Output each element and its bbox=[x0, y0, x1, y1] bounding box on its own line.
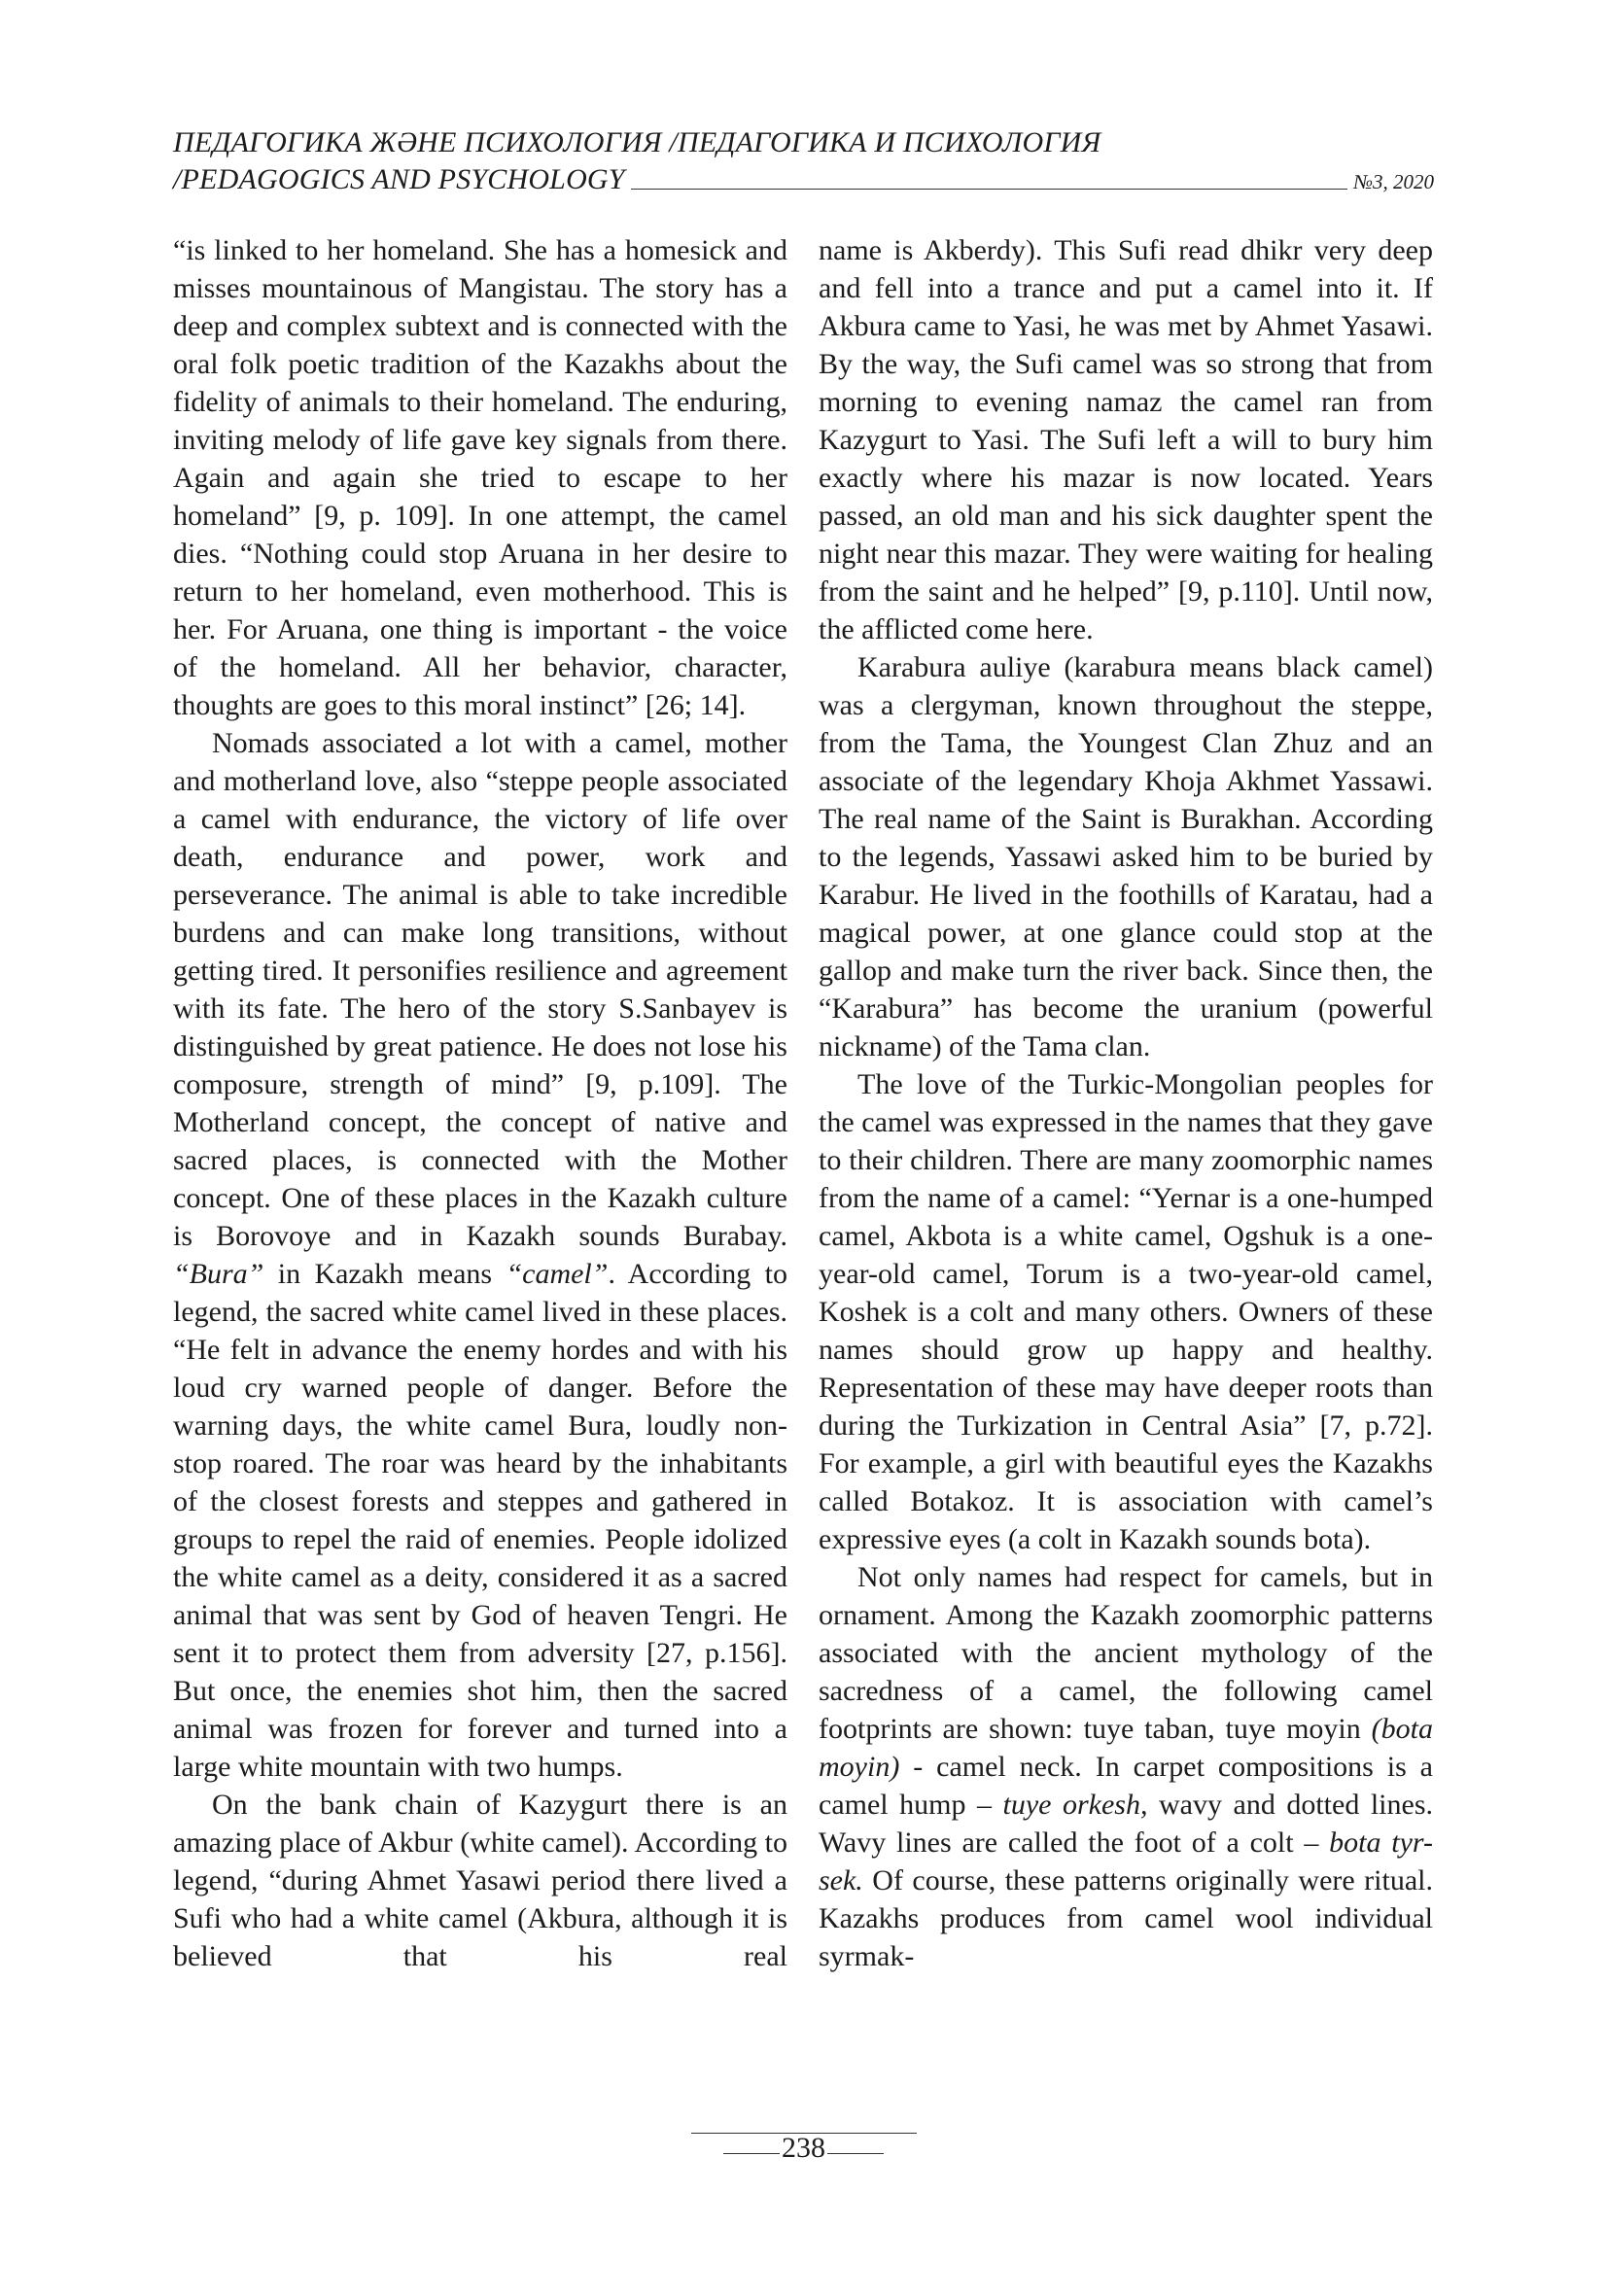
paragraph: Not only names had respect for camels, but in ornament. Among the Kazakh zoomorphic patterns associated with the ancient mythology of the sacredness of a camel, the following camel footprints are shown: tuye taban, tuye moyin (bota moyin) - camel neck. In carpet compositions is a camel hump – tuye orkesh, wavy and dotted lines. Wavy lines are called the foot of a colt – bota tyr-sek. Of course, these patterns originally were ritual. Kazakhs produces from camel wool individual syrmak- bbox=[819, 1561, 1433, 1972]
page-number: 238 bbox=[782, 2132, 825, 2164]
running-head bbox=[173, 124, 1434, 198]
paragraph: The love of the Turkic-Mongolian peoples for the camel was expressed in the names that they gave to their children. There are many zoomorphic names from the name of a camel: “Yernar is a one-humped camel, Akbota is a white camel, Ogshuk is a one-year-old camel, Torum is a two-year-old camel, Koshek is a colt and many others. Owners of these names should grow up happy and healthy. Representation of these may have deeper roots than during the Turkization in Central Asia” [7, p.72]. For example, a girl with beautiful eyes the Kazakhs called Botakoz. It is association with camel’s expressive eyes (a colt in Kazakh sounds bota). bbox=[819, 1068, 1433, 1555]
journal-section-title: ПЕДАГОГИКА ЖӘНЕ ПСИХОЛОГИЯ /ПЕДАГОГИКА И ПСИХОЛОГИЯ bbox=[173, 126, 1101, 158]
journal-section-title-row bbox=[173, 161, 1434, 198]
left-column bbox=[173, 231, 787, 1975]
folio-rule bbox=[723, 2153, 780, 2154]
issue-number: №3, 2020 bbox=[1353, 170, 1434, 193]
paragraph: name is Akberdy). This Sufi read dhikr very deep and fell into a trance and put a camel into it. If Akbura came to Yasi, he was met by Ahmet Yasawi. By the way, the Sufi camel was so strong that from morning to evening namaz the camel ran from Kazygurt to Yasi. The Sufi left a will to bury him exactly where his mazar is now located. Years passed, an old man and his sick daughter spent the night near this mazar. They were waiting for healing from the saint and he helped” [9, p.110]. Until now, the afflicted come here. bbox=[819, 234, 1433, 645]
folio-rule bbox=[827, 2153, 884, 2154]
article-body bbox=[173, 231, 1434, 1975]
paragraph: On the bank chain of Kazygurt there is an amazing place of Akbur (white camel). According to legend, “during Ahmet Yasawi period there lived a Sufi who had a white camel (Akbura, although it is believed that his real bbox=[173, 1789, 787, 1972]
paragraph: Nomads associated a lot with a camel, mother and motherland love, also “steppe people associated a camel with endurance, the victory of life over death, endurance and power, work and perseverance. The animal is able to take incredible burdens and can make long transitions, without getting tired. It personifies resilience and agreement with its fate. The hero of the story S.Sanbayev is distinguished by great patience. He does not lose his composure, strength of mind” [9, p.109]. The Motherland concept, the concept of native and sacred places, is connected with the Mother concept. One of these places in the Kazakh culture is Borovoye and in Kazakh sounds Burabay. “Bura” in Kazakh means “camel”. According to legend, the sacred white camel lived in these places. “He felt in advance the enemy hordes and with his loud cry warned people of danger. Before the warning days, the white camel Bura, loudly non-stop roared. The roar was heard by the inhabitants of the closest forests and steppes and gathered in groups to repel the raid of enemies. People idolized the white camel as a deity, considered it as a sacred animal that was sent by God of heaven Tengri. He sent it to protect them from adversity [27, p.156]. But once, the enemies shot him, then the sacred animal was frozen for forever and turned into a large white mountain with two humps. bbox=[173, 727, 787, 1783]
paragraph: “is linked to her homeland. She has a homesick and misses mountainous of Mangistau. The story has a deep and complex subtext and is connected with the oral folk poetic tradition of the Kazakhs about the fidelity of animals to their homeland. The enduring, inviting melody of life gave key signals from there. Again and again she tried to escape to her homeland” [9, p. 109]. In one attempt, the camel dies. “Nothing could stop Aruana in her desire to return to her homeland, even motherhood. This is her. For Aruana, one thing is important - the voice of the homeland. All her behavior, character, thoughts are goes to this moral instinct” [26; 14]. bbox=[173, 234, 787, 721]
header-rule bbox=[631, 189, 1348, 190]
journal-section-title-en: /PEDAGOGICS AND PSYCHOLOGY bbox=[173, 163, 625, 195]
page-footer bbox=[0, 2107, 1607, 2166]
paragraph: Karabura auliye (karabura means black camel) was a clergyman, known throughout the steppe, from the Tama, the Youngest Clan Zhuz and an associate of the legendary Khoja Akhmet Yassawi. The real name of the Saint is Burakhan. According to the legends, Yassawi asked him to be buried by Karabur. He lived in the foothills of Karatau, had a magical power, at one glance could stop at the gallop and make turn the river back. Since then, the “Karabura” has become the uranium (powerful nickname) of the Tama clan. bbox=[819, 651, 1433, 1062]
right-column bbox=[819, 231, 1433, 1975]
